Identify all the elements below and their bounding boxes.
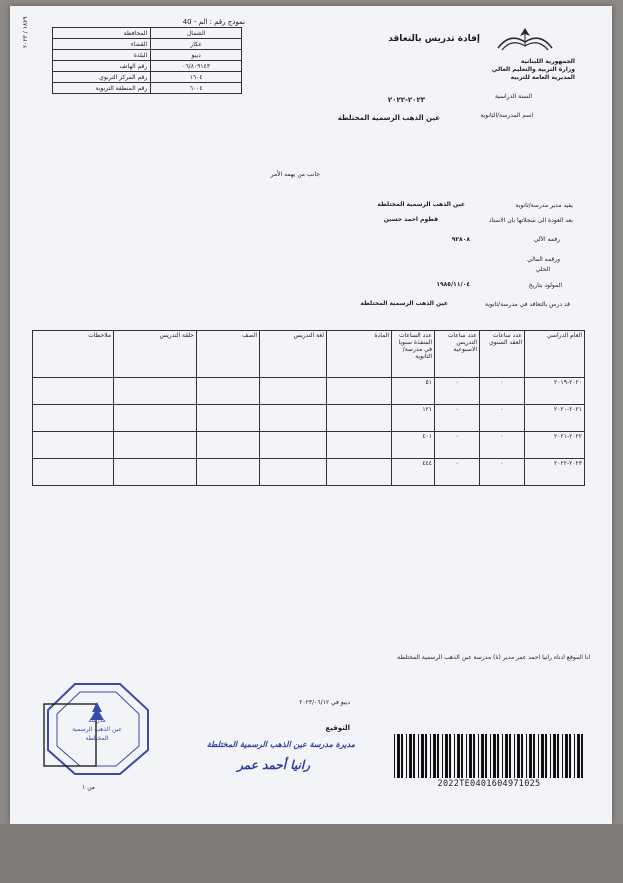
table-cell: ٠ bbox=[480, 432, 525, 459]
table-cell: ٠ bbox=[435, 459, 480, 486]
table-cell: ٥١ bbox=[392, 378, 435, 405]
table-row bbox=[33, 432, 585, 459]
ministry-logo-icon bbox=[490, 24, 560, 56]
barcode-number: 2022TE0401604971025 bbox=[437, 779, 541, 789]
table-cell: ٠ bbox=[480, 378, 525, 405]
info-table bbox=[52, 27, 242, 94]
header-country: الجمهورية اللبنانية bbox=[520, 58, 575, 65]
year-label: السنة الدراسية bbox=[494, 93, 532, 100]
table-cell bbox=[327, 378, 392, 405]
info-label: رقم المركز التربوي bbox=[53, 72, 151, 83]
signature-label: التوقيع bbox=[325, 724, 350, 732]
year-value: ٢٠٢٣-٢٠٢٢ bbox=[387, 96, 425, 104]
table-cell bbox=[197, 378, 260, 405]
info-label: البلدة bbox=[53, 50, 151, 61]
info-value: ٠٦/٨٠٩١٤٣ bbox=[151, 61, 242, 72]
table-header-cell: العام الدراسي bbox=[525, 331, 585, 378]
table-cell bbox=[327, 405, 392, 432]
table-cell: ٠ bbox=[435, 432, 480, 459]
issue-date: ديبو في ٢٠٢٣/٠٦/١٢ bbox=[299, 699, 350, 706]
table-cell bbox=[33, 459, 114, 486]
table-cell bbox=[197, 405, 260, 432]
dob-value: ١٩٨٥/١١/٠٤ bbox=[436, 281, 470, 288]
school-value: عين الذهب الرسمية المختلطة bbox=[337, 114, 440, 122]
table-header-cell: ملاحظات bbox=[33, 331, 114, 378]
body-line1-school: عين الذهب الرسمية المختلطة bbox=[377, 201, 465, 208]
table-cell bbox=[33, 405, 114, 432]
table-cell: ٢٠٢١-٢٠٢٠ bbox=[525, 405, 585, 432]
table-cell bbox=[197, 459, 260, 486]
info-value: الشمال bbox=[151, 28, 242, 39]
teacher-name: قطوم احمد حسين bbox=[383, 216, 438, 223]
table-cell bbox=[114, 405, 197, 432]
table-cell: ٠ bbox=[480, 459, 525, 486]
financial-id-label: ورقمه المالي bbox=[527, 256, 560, 263]
table-cell bbox=[327, 459, 392, 486]
table-cell: ٢٠٢٢-٢٠٢١ bbox=[525, 432, 585, 459]
header-ministry: وزارة التربية والتعليم العالي bbox=[491, 66, 575, 73]
info-row bbox=[53, 50, 242, 61]
table-cell: ٤٤٤ bbox=[392, 459, 435, 486]
table-header-cell: عدد ساعات التدريس الاسبوعية bbox=[435, 331, 480, 378]
table-header-cell: عدد الساعات المنفذة سنويا في مدرسة/الثانوية bbox=[392, 331, 435, 378]
table-cell bbox=[197, 432, 260, 459]
financial-id-label2: الحلي bbox=[535, 266, 550, 273]
table-surface bbox=[0, 824, 623, 883]
teaching-hours-table bbox=[32, 330, 585, 486]
body-line2-prefix: بعد العودة الى سجلاتها بان الاستاذ bbox=[488, 217, 573, 224]
stamp-line1: مدرسة bbox=[88, 717, 106, 724]
taught-prefix: قد درس بالتعاقد في مدرسة/ثانوية bbox=[485, 301, 570, 308]
table-cell bbox=[33, 378, 114, 405]
info-value: ٦٠٠٤ bbox=[151, 83, 242, 94]
signature-name: رانيا أحمد عمر bbox=[237, 758, 310, 772]
info-row bbox=[53, 83, 242, 94]
id-label: رقمه الآلي bbox=[533, 236, 560, 243]
margin-note: ١٨٧٩ / ٢٠٢٣ bbox=[22, 16, 29, 48]
info-value: ديبو bbox=[151, 50, 242, 61]
taught-school: عين الذهب الرسمية المختلطة bbox=[360, 300, 448, 307]
id-value: ٩٢٨٠٨ bbox=[451, 236, 470, 243]
info-label: رقم الهاتف bbox=[53, 61, 151, 72]
declaration-statement: انا الموقع ادناه رانيا احمد عمر مدير (ة) مدرسة عين الذهب الرسمية المختلطة bbox=[397, 654, 590, 661]
stamp-line2: عين الذهب الرسمية المختلطة bbox=[72, 726, 122, 742]
table-cell: ٠ bbox=[435, 378, 480, 405]
header-directorate: المديرية العامة للتربية bbox=[510, 74, 575, 81]
table-cell bbox=[33, 432, 114, 459]
info-row bbox=[53, 39, 242, 50]
table-header-cell: عدد ساعات العقد السنوي bbox=[480, 331, 525, 378]
table-cell: ٠ bbox=[435, 405, 480, 432]
barcode bbox=[392, 734, 586, 778]
table-cell: ٢٠٢٠-٢٠١٩ bbox=[525, 378, 585, 405]
table-cell bbox=[260, 459, 327, 486]
info-label: رقم المنطقة التربوية bbox=[53, 83, 151, 94]
info-row bbox=[53, 28, 242, 39]
info-label: القضاء bbox=[53, 39, 151, 50]
info-row bbox=[53, 61, 242, 72]
to-whom-line: جانب من يهمه الأمر bbox=[270, 171, 320, 178]
table-cell bbox=[114, 432, 197, 459]
table-cell bbox=[260, 378, 327, 405]
table-row bbox=[33, 378, 585, 405]
table-cell bbox=[114, 459, 197, 486]
form-model-number: نموذج رقم : الم - 40 bbox=[182, 18, 245, 26]
info-row bbox=[53, 72, 242, 83]
table-cell bbox=[260, 432, 327, 459]
copy-note: من ١ bbox=[82, 784, 95, 791]
school-label: اسم المدرسة/الثانوية bbox=[480, 112, 533, 119]
document-title: إفادة تدريس بالتعاقد bbox=[388, 34, 480, 44]
body-line1-prefix: يفيد مدير مدرسة/ثانوية bbox=[515, 202, 573, 209]
dob-label: المولود بتاريخ bbox=[528, 282, 562, 289]
table-cell bbox=[114, 378, 197, 405]
table-row bbox=[33, 459, 585, 486]
table-cell: ٤٠١ bbox=[392, 432, 435, 459]
table-cell bbox=[327, 432, 392, 459]
table-header-cell: لغة التدريس bbox=[260, 331, 327, 378]
table-cell: ٠ bbox=[480, 405, 525, 432]
signature-title: مديرة مدرسة عين الذهب الرسمية المختلطة bbox=[206, 740, 355, 749]
info-value: ١٦٠٤ bbox=[151, 72, 242, 83]
table-header-cell: الصف bbox=[197, 331, 260, 378]
table-cell bbox=[260, 405, 327, 432]
table-header-cell: المادة bbox=[327, 331, 392, 378]
info-label: المحافظة bbox=[53, 28, 151, 39]
info-value: عكار bbox=[151, 39, 242, 50]
table-cell: ٢٠٢٣-٢٠٢٢ bbox=[525, 459, 585, 486]
table-header-cell: حلقة التدريس bbox=[114, 331, 197, 378]
school-stamp bbox=[40, 680, 155, 778]
table-cell: ١٢١ bbox=[392, 405, 435, 432]
table-row bbox=[33, 405, 585, 432]
